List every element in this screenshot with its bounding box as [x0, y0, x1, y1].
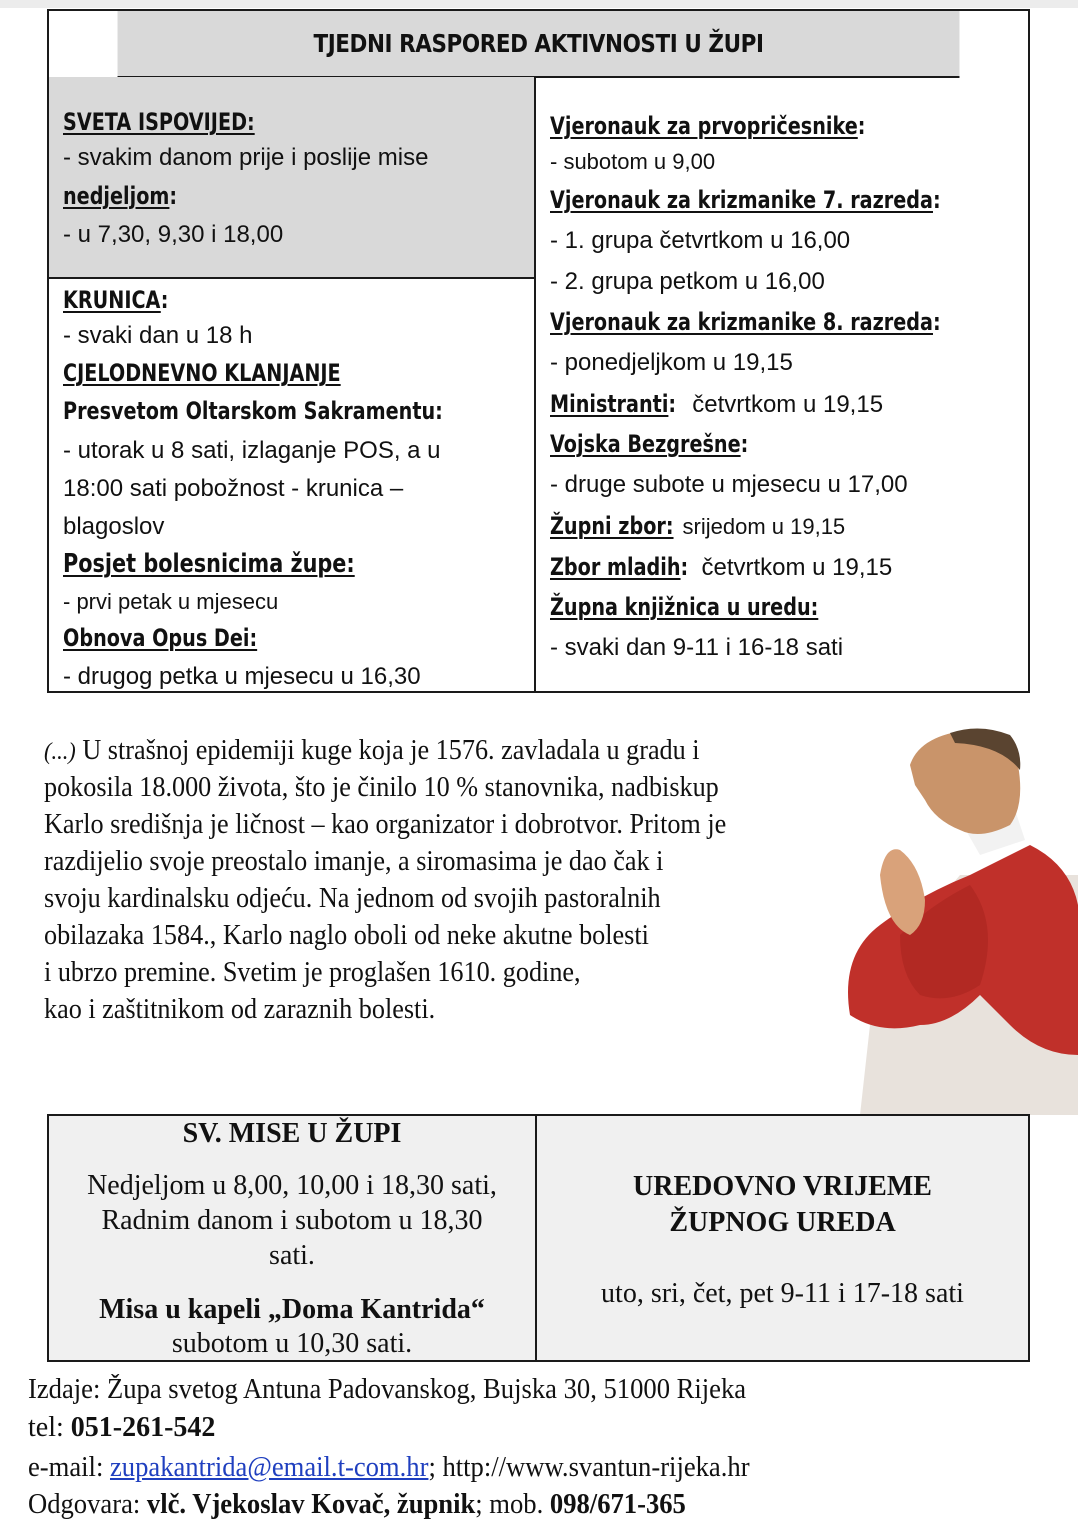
rosary-line: - svaki dan u 18 h [63, 322, 253, 349]
masses-line-1: Nedjeljom u 8,00, 10,00 i 18,30 sati, [87, 1170, 497, 1201]
contact-line [28, 1452, 750, 1484]
adoration-line-1: - utorak u 8 sati, izlaganje POS, a u [63, 437, 441, 464]
adoration-heading: CJELODNEVNO KLANJANJE [63, 359, 341, 387]
mobile-label: ; mob. [475, 1489, 550, 1520]
responsible-line [28, 1489, 686, 1521]
adoration-line-2: 18:00 sati pobožnost - krunica – [63, 475, 404, 502]
info-boxes-table [47, 1114, 1030, 1362]
army-line: - druge subote u mjesecu u 17,00 [550, 471, 908, 498]
confession-heading: SVETA ISPOVIJED: [63, 108, 255, 136]
schedule-right-column [536, 77, 1028, 691]
schedule-left-column [49, 77, 536, 691]
altar-servers-heading: Ministranti [550, 390, 669, 418]
rosary-heading: KRUNICA [63, 286, 161, 314]
chapel-mass-title: Misa u kapeli „Doma Kantrida“ [99, 1294, 485, 1325]
masses-line-3: sati. [269, 1240, 315, 1271]
sick-visit-line: - prvi petak u mjesecu [63, 589, 279, 614]
email-link[interactable]: zupakantrida@email.t-com.hr [109, 1452, 429, 1483]
mobile-number: 098/671-365 [549, 1489, 686, 1520]
confession-cell [49, 77, 534, 279]
confirmation-8-line: - ponedjeljkom u 19,15 [550, 349, 793, 376]
saint-charles-borromeo-image [840, 725, 1078, 1115]
confession-line: - svakim danom prije i poslije mise [63, 144, 429, 171]
office-title-line-2: ŽUPNOG UREDA [669, 1207, 896, 1238]
confirmation-8-colon: : [932, 308, 941, 336]
schedule-title-row [118, 11, 960, 78]
masses-title: SV. MISE U ŽUPI [182, 1118, 402, 1149]
youth-choir-heading: Zbor mladih [550, 553, 681, 581]
website-text: ; http://www.svantun-rijeka.hr [428, 1452, 750, 1483]
parish-choir-heading: Župni zbor: [550, 512, 674, 540]
youth-choir-text: četvrtkom u 19,15 [694, 554, 893, 581]
narrative-line [44, 732, 700, 771]
sunday-line: - u 7,30, 9,30 i 18,00 [63, 221, 284, 248]
adoration-line-3: blagoslov [63, 513, 165, 540]
library-line: - svaki dan 9-11 i 16-18 sati [550, 634, 844, 661]
adoration-subheading: Presvetom Oltarskom Sakramentu: [63, 397, 443, 425]
confirmation-7-line-2: - 2. grupa petkom u 16,00 [550, 268, 825, 295]
youth-choir-colon: : [680, 553, 689, 581]
narrative-line: obilazaka 1584., Karlo naglo oboli od neke akutne bolesti [44, 920, 649, 951]
first-communion-colon: : [857, 112, 866, 140]
top-strip [0, 0, 1078, 8]
schedule-title: TJEDNI RASPORED AKTIVNOSTI U ŽUPI [313, 29, 764, 58]
confirmation-7-colon: : [932, 186, 941, 214]
phone-number: 051-261-542 [70, 1412, 216, 1443]
responsible-name: vlč. Vjekoslav Kovač, župnik [146, 1489, 476, 1520]
confirmation-8-heading: Vjeronauk za krizmanike 8. razreda [550, 308, 933, 336]
sunday-heading: nedjeljom [63, 182, 170, 210]
narrative-ellipsis: (...) [44, 739, 76, 765]
rosary-colon: : [160, 286, 169, 314]
confirmation-7-heading: Vjeronauk za krizmanike 7. razreda [550, 186, 933, 214]
narrative-line: Karlo središnja je ličnost – kao organizator i dobrotvor. Pritom je [44, 809, 727, 840]
sunday-colon: : [169, 182, 178, 210]
responsible-label: Odgovara: [28, 1489, 147, 1520]
sick-visit-heading: Posjet bolesnicima župe: [63, 549, 355, 579]
narrative-line: kao i zaštitnikom od zaraznih bolesti. [44, 994, 436, 1025]
chapel-mass-time: subotom u 10,30 sati. [171, 1328, 413, 1359]
narrative-line: i ubrzo premine. Svetim je proglašen 1610. godine, [44, 957, 581, 988]
masses-cell [49, 1116, 537, 1360]
publisher-line: Izdaje: Župa svetog Antuna Padovanskog, Bujska 30, 51000 Rijeka [28, 1374, 747, 1405]
phone-label: tel: [28, 1412, 71, 1443]
altar-servers-colon: : [668, 390, 677, 418]
opus-dei-line: - drugog petka u mjesecu u 16,30 [63, 663, 421, 690]
narrative-line: razdijelio svoje preostalo imanje, a siromasima je dao čak i [44, 846, 664, 877]
email-label: e-mail: [28, 1452, 110, 1483]
first-communion-heading: Vjeronauk za prvopričesnike [550, 112, 858, 140]
narrative-line: pokosila 18.000 života, što je činilo 10 % stanovnika, nadbiskup [44, 772, 719, 803]
office-hours: uto, sri, čet, pet 9-11 i 17-18 sati [601, 1278, 964, 1309]
office-title-line-1: UREDOVNO VRIJEME [633, 1171, 932, 1202]
army-colon: : [740, 430, 749, 458]
phone-line [28, 1412, 215, 1444]
office-hours-cell [537, 1116, 1028, 1360]
opus-dei-heading: Obnova Opus Dei: [63, 624, 258, 652]
altar-servers-text: četvrtkom u 19,15 [685, 391, 884, 418]
first-communion-line: - subotom u 9,00 [550, 149, 716, 174]
weekly-schedule-table [47, 9, 1030, 693]
masses-line-2: Radnim danom i subotom u 18,30 [101, 1205, 483, 1236]
narrative-line: svoju kardinalsku odjeću. Na jednom od svojih pastoralnih [44, 883, 661, 914]
parish-choir-text: srijedom u 19,15 [676, 514, 846, 539]
narrative-line-text: U strašnoj epidemiji kuge koja je 1576. zavladala u gradu i [75, 735, 700, 766]
confirmation-7-line-1: - 1. grupa četvrtkom u 16,00 [550, 227, 851, 254]
activities-cell-left [49, 279, 534, 691]
library-heading: Župna knjižnica u uredu: [550, 593, 819, 621]
army-heading: Vojska Bezgrešne [550, 430, 741, 458]
